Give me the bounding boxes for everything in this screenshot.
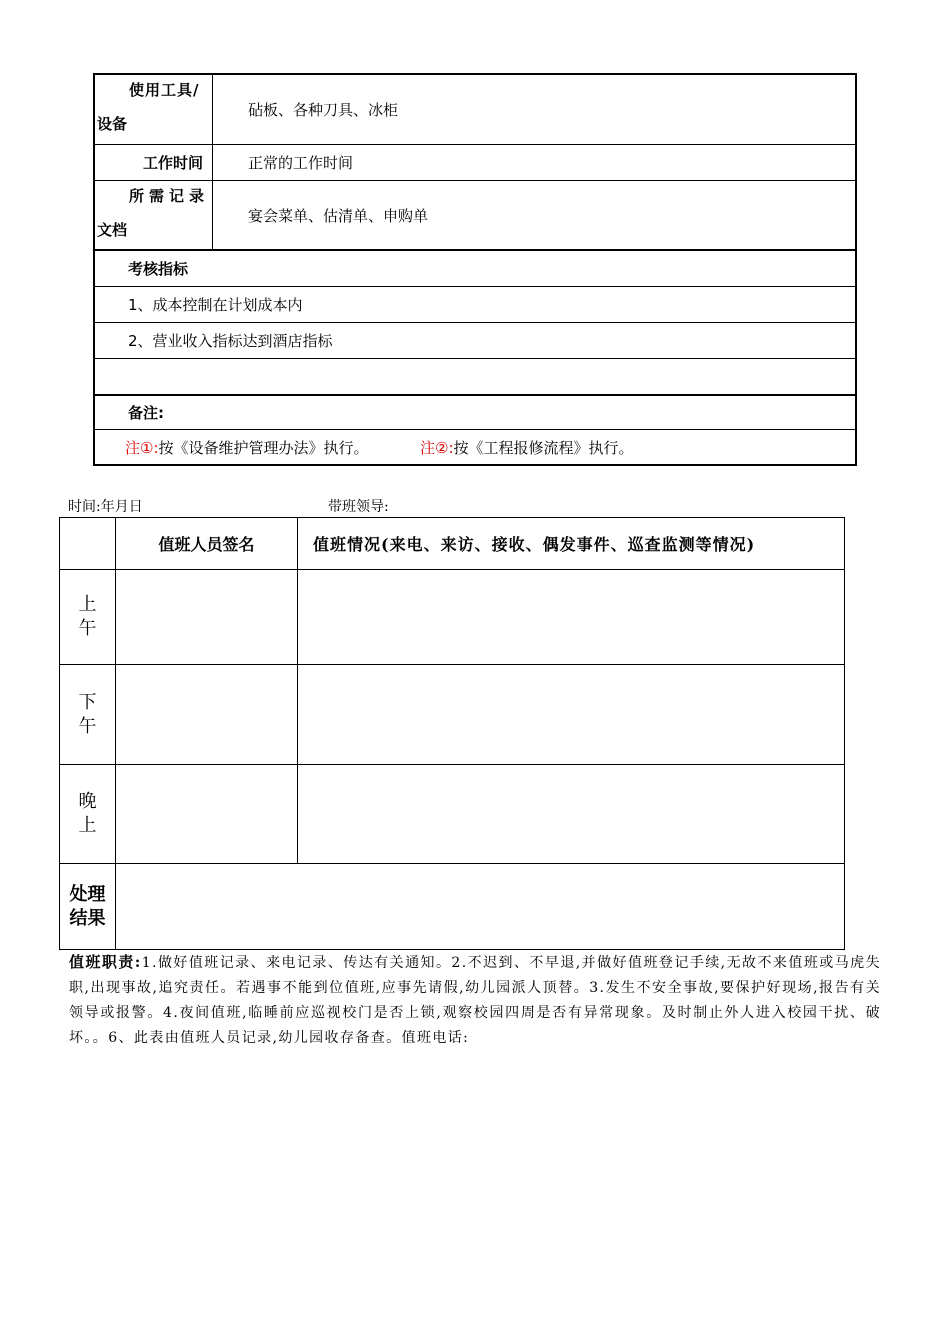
kpi-item-row	[95, 323, 855, 359]
result-cell[interactable]	[116, 864, 845, 950]
note-1-marker: 注①:	[125, 438, 159, 457]
note-2-text: 按《工程报修流程》执行。	[453, 438, 634, 457]
result-label: 处理 结果	[60, 864, 116, 950]
records-label: 所需记录 文档	[95, 181, 213, 249]
period-row-evening	[60, 765, 845, 864]
period-label-afternoon: 下 午	[60, 665, 116, 765]
note-1	[125, 430, 369, 464]
header-blank-cell	[60, 518, 116, 570]
notes-row	[95, 430, 855, 464]
work-time-value: 正常的工作时间	[248, 154, 354, 172]
situation-cell[interactable]	[298, 665, 845, 765]
header-signature: 值班人员签名	[116, 518, 298, 570]
situation-cell[interactable]	[298, 570, 845, 665]
tools-row	[95, 75, 855, 145]
situation-cell[interactable]	[298, 765, 845, 864]
period-label-evening: 晚 上	[60, 765, 116, 864]
kpi-item-row	[95, 287, 855, 323]
records-row	[95, 181, 855, 251]
records-value: 宴会菜单、估清单、申购单	[248, 206, 429, 225]
kpi-item: 1、成本控制在计划成本内	[128, 296, 303, 314]
duties-text: 1.做好值班记录、来电记录、传达有关通知。2.不迟到、不早退,并做好值班登记手续,无故不来值班或马虎失职,出现事故,追究责任。若遇事不能到位值班,应事先请假,幼儿园派人顶替。3.发生不安全事故,要保护好现场,报告有关领导或报警。4.夜间值班,临睡前应巡视校门是否上锁,观察校园四周是否有异常现象。及时制止外人进入校园干扰、破坏。。6、此表由值班人员记录,幼儿园收存备查。值班电话:	[69, 955, 881, 1046]
kpi-item-row	[95, 359, 855, 396]
leader-label: 带班领导:	[328, 499, 389, 515]
work-time-row	[95, 145, 855, 181]
job-description-table	[93, 73, 857, 466]
remarks-title: 备注:	[128, 404, 164, 422]
note-2-marker: 注②:	[420, 438, 454, 457]
duties-title: 值班职责:	[69, 953, 142, 971]
duty-responsibilities	[69, 950, 881, 1051]
kpi-title: 考核指标	[128, 260, 189, 278]
time-label: 时间:年月日	[68, 499, 143, 515]
remarks-title-row	[95, 396, 855, 430]
signature-cell[interactable]	[116, 665, 298, 765]
kpi-item: 2、营业收入指标达到酒店指标	[128, 332, 333, 350]
period-row-afternoon	[60, 665, 845, 765]
signature-cell[interactable]	[116, 765, 298, 864]
kpi-title-row	[95, 251, 855, 287]
tools-value: 砧板、各种刀具、冰柜	[248, 101, 399, 119]
work-time-label: 工作时间	[95, 145, 213, 180]
note-2	[420, 430, 634, 464]
result-row	[60, 864, 845, 950]
tools-label: 使用工具/ 设备	[95, 75, 213, 144]
duty-log-table	[59, 517, 845, 950]
header-situation: 值班情况(来电、来访、接收、偶发事件、巡查监测等情况)	[298, 518, 845, 570]
period-row-morning	[60, 570, 845, 665]
duty-header-row	[60, 518, 845, 570]
period-label-morning: 上 午	[60, 570, 116, 665]
note-1-text: 按《设备维护管理办法》执行。	[158, 438, 369, 457]
signature-cell[interactable]	[116, 570, 298, 665]
